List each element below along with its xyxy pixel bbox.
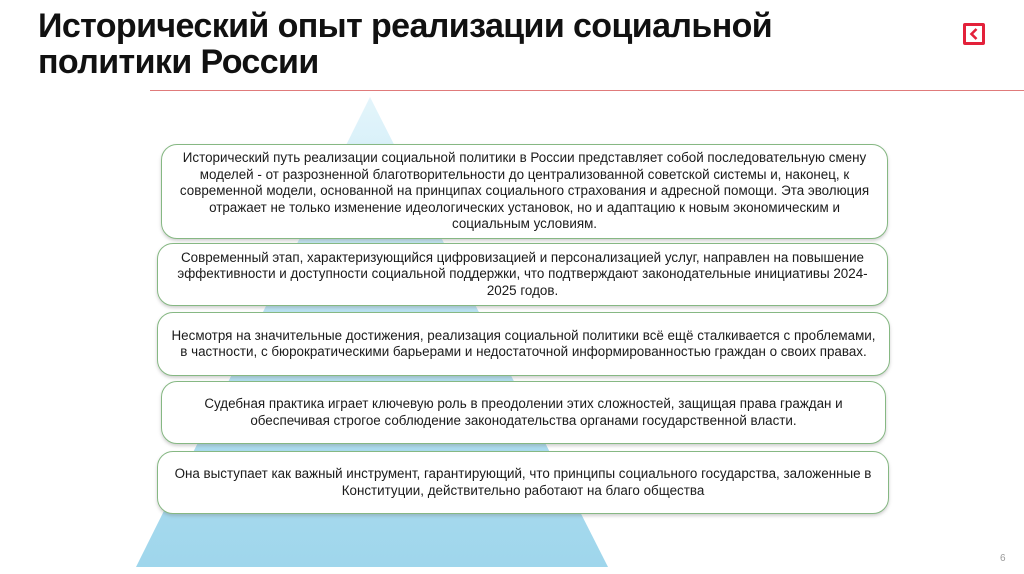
text-box-constitution-text: Она выступает как важный инструмент, гарантирующий, что принципы социального государства, заложенные в Конституции, действительно работают на благо общества — [174, 466, 872, 498]
slide-title: Исторический опыт реализации социальной политики России — [38, 7, 773, 81]
text-box-modern-stage-text: Современный этап, характеризующийся цифровизацией и персонализацией услуг, направлен на повышение эффективности и доступности социальной поддержки, что подтверждают законодательные инициативы 2024-2025 годов. — [177, 249, 868, 298]
text-box-problems-text: Несмотря на значительные достижения, реализация социальной политики всё ещё сталкивается с проблемами, в частности, с бюрократическими барьерами и недостаточной информированностью граждан о своих правах. — [171, 327, 876, 359]
text-box-modern-stage — [157, 243, 888, 306]
text-box-historical-path — [161, 144, 888, 239]
text-box-historical-path-text: Исторический путь реализации социальной политики в России представляет собой последовательную смену моделей - от разрозненной благотворительности до централизованной советской системы и, наконец, к современной модели, основанной на принципах социального страхования и адресной помощи. Эта эволюция отражает не только изменение идеологических установок, но и адаптацию к новым экономическим и социальным условиям. — [179, 150, 870, 232]
text-box-constitution — [157, 451, 889, 514]
text-box-judicial-practice — [161, 381, 886, 444]
text-box-judicial-practice-text: Судебная практика играет ключевую роль в преодолении этих сложностей, защищая права граждан и обеспечивая строгое соблюдение законодательства органами государственной власти. — [204, 396, 843, 428]
page-number: 6 — [1000, 553, 1006, 564]
text-box-problems — [157, 312, 890, 376]
